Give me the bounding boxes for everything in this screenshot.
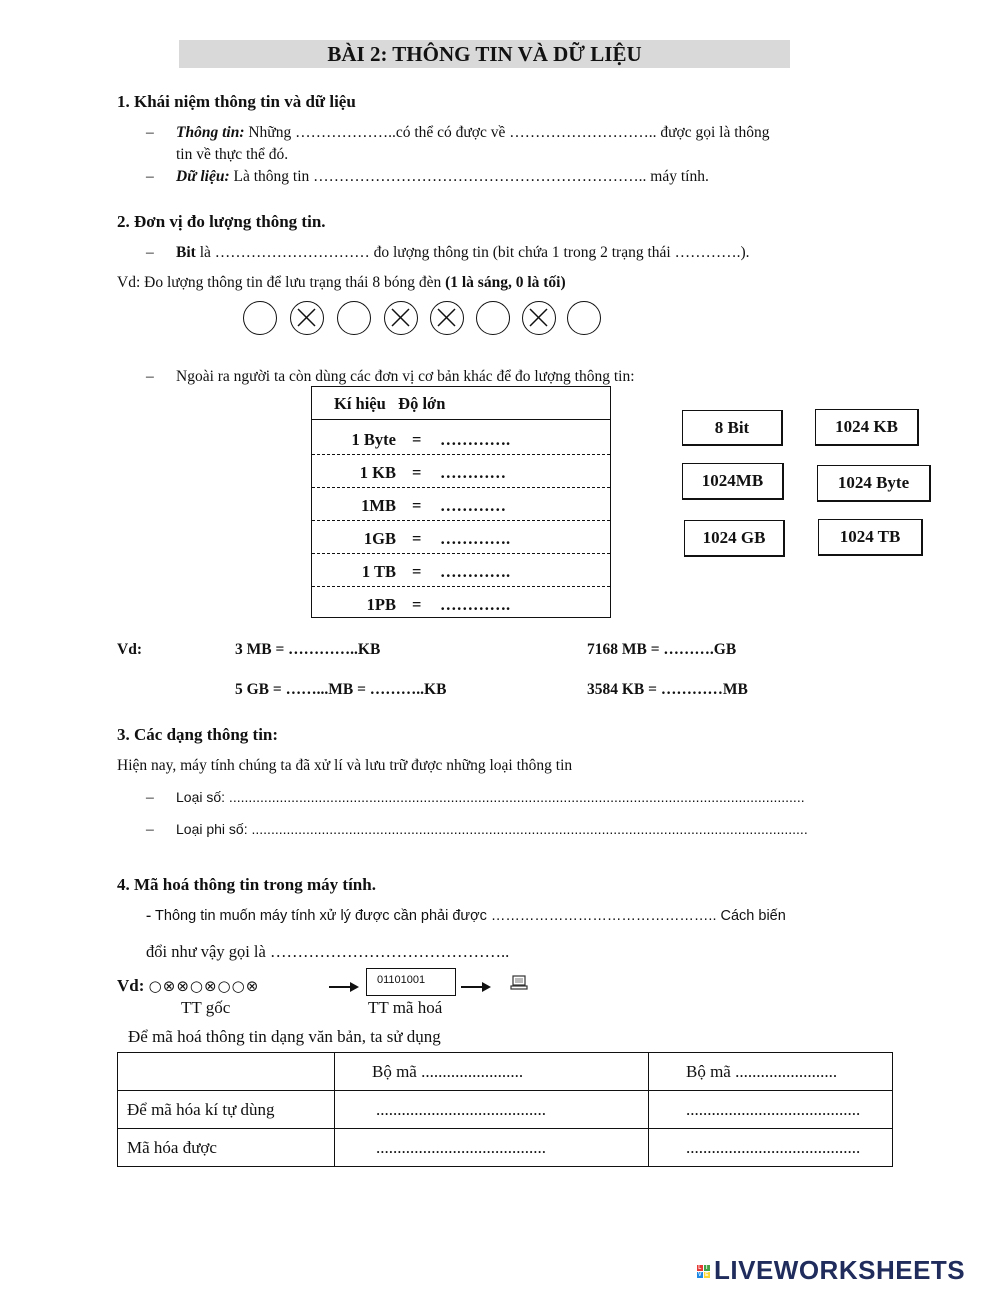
unit-symbol: 1 KB: [359, 463, 396, 482]
table-row: [118, 1091, 893, 1129]
encoding-table: [117, 1052, 893, 1167]
unit-equals: =: [412, 430, 422, 449]
units-row: [312, 455, 610, 488]
du-lieu-line: [146, 168, 709, 186]
loai-so-text[interactable]: Loại số: ....................................................................................................................................................: [176, 789, 805, 805]
thong-tin-text: Những ………………..có thể có được về ……………………….. được gọi là thông: [244, 124, 770, 141]
answer-chip-1024-gb[interactable]: 1024 GB: [684, 520, 785, 557]
table-cell-blank[interactable]: .........................................: [649, 1091, 893, 1129]
bulb-on-icon: [430, 301, 464, 335]
dash-bullet: –: [146, 821, 154, 838]
example-5gb[interactable]: 5 GB = ……...MB = ………..KB: [235, 681, 447, 698]
logo-letter: V: [698, 1272, 702, 1279]
logo-letter: I: [704, 1265, 710, 1271]
units-table: [311, 386, 611, 618]
unit-symbol: 1 Byte: [351, 430, 396, 449]
units-table-header: Kí hiệu Độ lớn: [334, 394, 446, 413]
encode-line-1-text[interactable]: Thông tin muốn máy tính xử lý được cần phải được ……………………………………….. Cách biến: [155, 908, 786, 924]
dash-bullet: –: [146, 244, 154, 261]
dash-bullet: -: [146, 907, 156, 924]
table-row: [118, 1129, 893, 1167]
bulb-on-icon: [384, 301, 418, 335]
bit-text: là ………………………… đo lượng thông tin (bit chứa 1 trong 2 trạng thái ………….).: [195, 244, 750, 261]
dash-bullet: –: [146, 368, 154, 385]
bit-line: [146, 244, 749, 262]
logo-letter: E: [705, 1272, 709, 1279]
answer-chip-1024-mb[interactable]: 1024MB: [682, 463, 784, 500]
unit-value-blank[interactable]: …………: [440, 463, 506, 482]
computer-icon: [510, 975, 528, 991]
vd-bulbs-text: Vd: Đo lượng thông tin để lưu trạng thái 8 bóng đèn: [117, 274, 446, 291]
table-cell-bo-ma-1[interactable]: Bộ mã ........................: [335, 1053, 649, 1091]
unit-value-blank[interactable]: ………….: [440, 430, 511, 449]
table-row-label: Để mã hóa kí tự dùng: [118, 1091, 335, 1129]
encode-symbols: ○⊗⊗○⊗○○⊗: [148, 977, 260, 995]
du-lieu-label: Dữ liệu:: [176, 168, 230, 185]
unit-symbol: 1 TB: [361, 562, 396, 581]
unit-equals: =: [412, 595, 422, 614]
section-4-heading: 4. Mã hoá thông tin trong máy tính.: [117, 875, 376, 894]
answer-chip-8-bit[interactable]: 8 Bit: [682, 410, 783, 446]
table-cell-bo-ma-2[interactable]: Bộ mã ........................: [649, 1053, 893, 1091]
unit-value-blank[interactable]: ………….: [440, 595, 511, 614]
arrow-right-icon: [461, 980, 491, 994]
units-row: [312, 521, 610, 554]
units-row: [312, 587, 610, 620]
page-title: BÀI 2: THÔNG TIN VÀ DỮ LIỆU: [179, 40, 790, 68]
section-2-heading: 2. Đơn vị đo lượng thông tin.: [117, 212, 326, 231]
answer-chip-1024-tb[interactable]: 1024 TB: [818, 519, 923, 556]
unit-equals: =: [412, 496, 422, 515]
example-3mb[interactable]: 3 MB = …………..KB: [235, 641, 381, 658]
section-3-intro: Hiện nay, máy tính chúng ta đã xử lí và lưu trữ được những loại thông tin: [117, 757, 573, 774]
table-row: [118, 1053, 893, 1091]
table-cell-blank[interactable]: .........................................: [649, 1129, 893, 1167]
examples-label: Vd:: [117, 641, 142, 658]
unit-equals: =: [412, 463, 422, 482]
encode-line-2[interactable]: đổi như vậy gọi là ……………………………………..: [146, 942, 510, 961]
example-3584kb[interactable]: 3584 KB = …………MB: [587, 681, 748, 698]
answer-chip-1024-byte[interactable]: 1024 Byte: [817, 465, 931, 502]
table-row-label: Mã hóa được: [118, 1129, 335, 1167]
units-row: [312, 488, 610, 521]
bit-label: Bit: [176, 244, 196, 261]
thong-tin-line: [146, 124, 770, 142]
dash-bullet: –: [146, 789, 154, 806]
table-cell: [118, 1053, 335, 1091]
loai-so-line: [146, 789, 805, 807]
section-1-heading: 1. Khái niệm thông tin và dữ liệu: [117, 92, 356, 111]
encode-vd-label: Vd:: [117, 976, 149, 995]
bulb-on-icon: [522, 301, 556, 335]
unit-equals: =: [412, 529, 422, 548]
logo-mark-icon: [697, 1265, 710, 1279]
encode-line-1: [146, 907, 786, 925]
vd-bulbs-line: [117, 274, 566, 292]
tt-goc-label: TT gốc: [181, 998, 231, 1017]
unit-value-blank[interactable]: ………….: [440, 562, 511, 581]
units-row: [312, 422, 610, 455]
liveworksheets-logo: [697, 1255, 965, 1286]
section-3-heading: 3. Các dạng thông tin:: [117, 725, 279, 744]
unit-symbol: 1GB: [363, 529, 396, 548]
bulb-on-icon: [290, 301, 324, 335]
unit-symbol: 1PB: [366, 595, 396, 614]
du-lieu-text: Là thông tin ……………………………………………………….. máy tính.: [229, 168, 709, 185]
answer-chip-1024-kb[interactable]: 1024 KB: [815, 409, 919, 446]
units-table-header-divider: [312, 419, 610, 420]
other-units-line: [146, 368, 635, 386]
thong-tin-label: Thông tin:: [176, 124, 245, 141]
table-cell-blank[interactable]: ........................................: [335, 1129, 649, 1167]
bulb-off-icon: [337, 301, 371, 335]
text-encode-intro: Để mã hoá thông tin dạng văn bản, ta sử dụng: [128, 1027, 441, 1046]
arrow-right-icon: [329, 980, 359, 994]
dash-bullet: –: [146, 168, 154, 185]
tt-ma-hoa-label: TT mã hoá: [368, 998, 443, 1017]
unit-symbol: 1MB: [361, 496, 396, 515]
unit-equals: =: [412, 562, 422, 581]
logo-letter: L: [698, 1265, 702, 1272]
unit-value-blank[interactable]: …………: [440, 496, 506, 515]
bulb-off-icon: [243, 301, 277, 335]
loai-phi-so-line: [146, 821, 808, 839]
bulb-off-icon: [567, 301, 601, 335]
vd-bulbs-bold: (1 là sáng, 0 là tối): [445, 274, 566, 291]
units-row: [312, 554, 610, 587]
bulb-off-icon: [476, 301, 510, 335]
loai-phi-so-text[interactable]: Loại phi số: ...............................................................................................................................................: [176, 821, 808, 837]
logo-text: LIVEWORKSHEETS: [714, 1255, 966, 1285]
other-units-text: Ngoài ra người ta còn dùng các đơn vị cơ bản khác để đo lượng thông tin:: [176, 368, 635, 385]
table-cell-blank[interactable]: ........................................: [335, 1091, 649, 1129]
encoded-bits-box: 01101001: [366, 968, 456, 996]
example-7168mb[interactable]: 7168 MB = ……….GB: [587, 641, 737, 658]
encode-example: [117, 976, 259, 996]
thong-tin-text-cont: tin về thực thể đó.: [176, 146, 289, 163]
dash-bullet: –: [146, 124, 154, 141]
unit-value-blank[interactable]: ………….: [440, 529, 511, 548]
